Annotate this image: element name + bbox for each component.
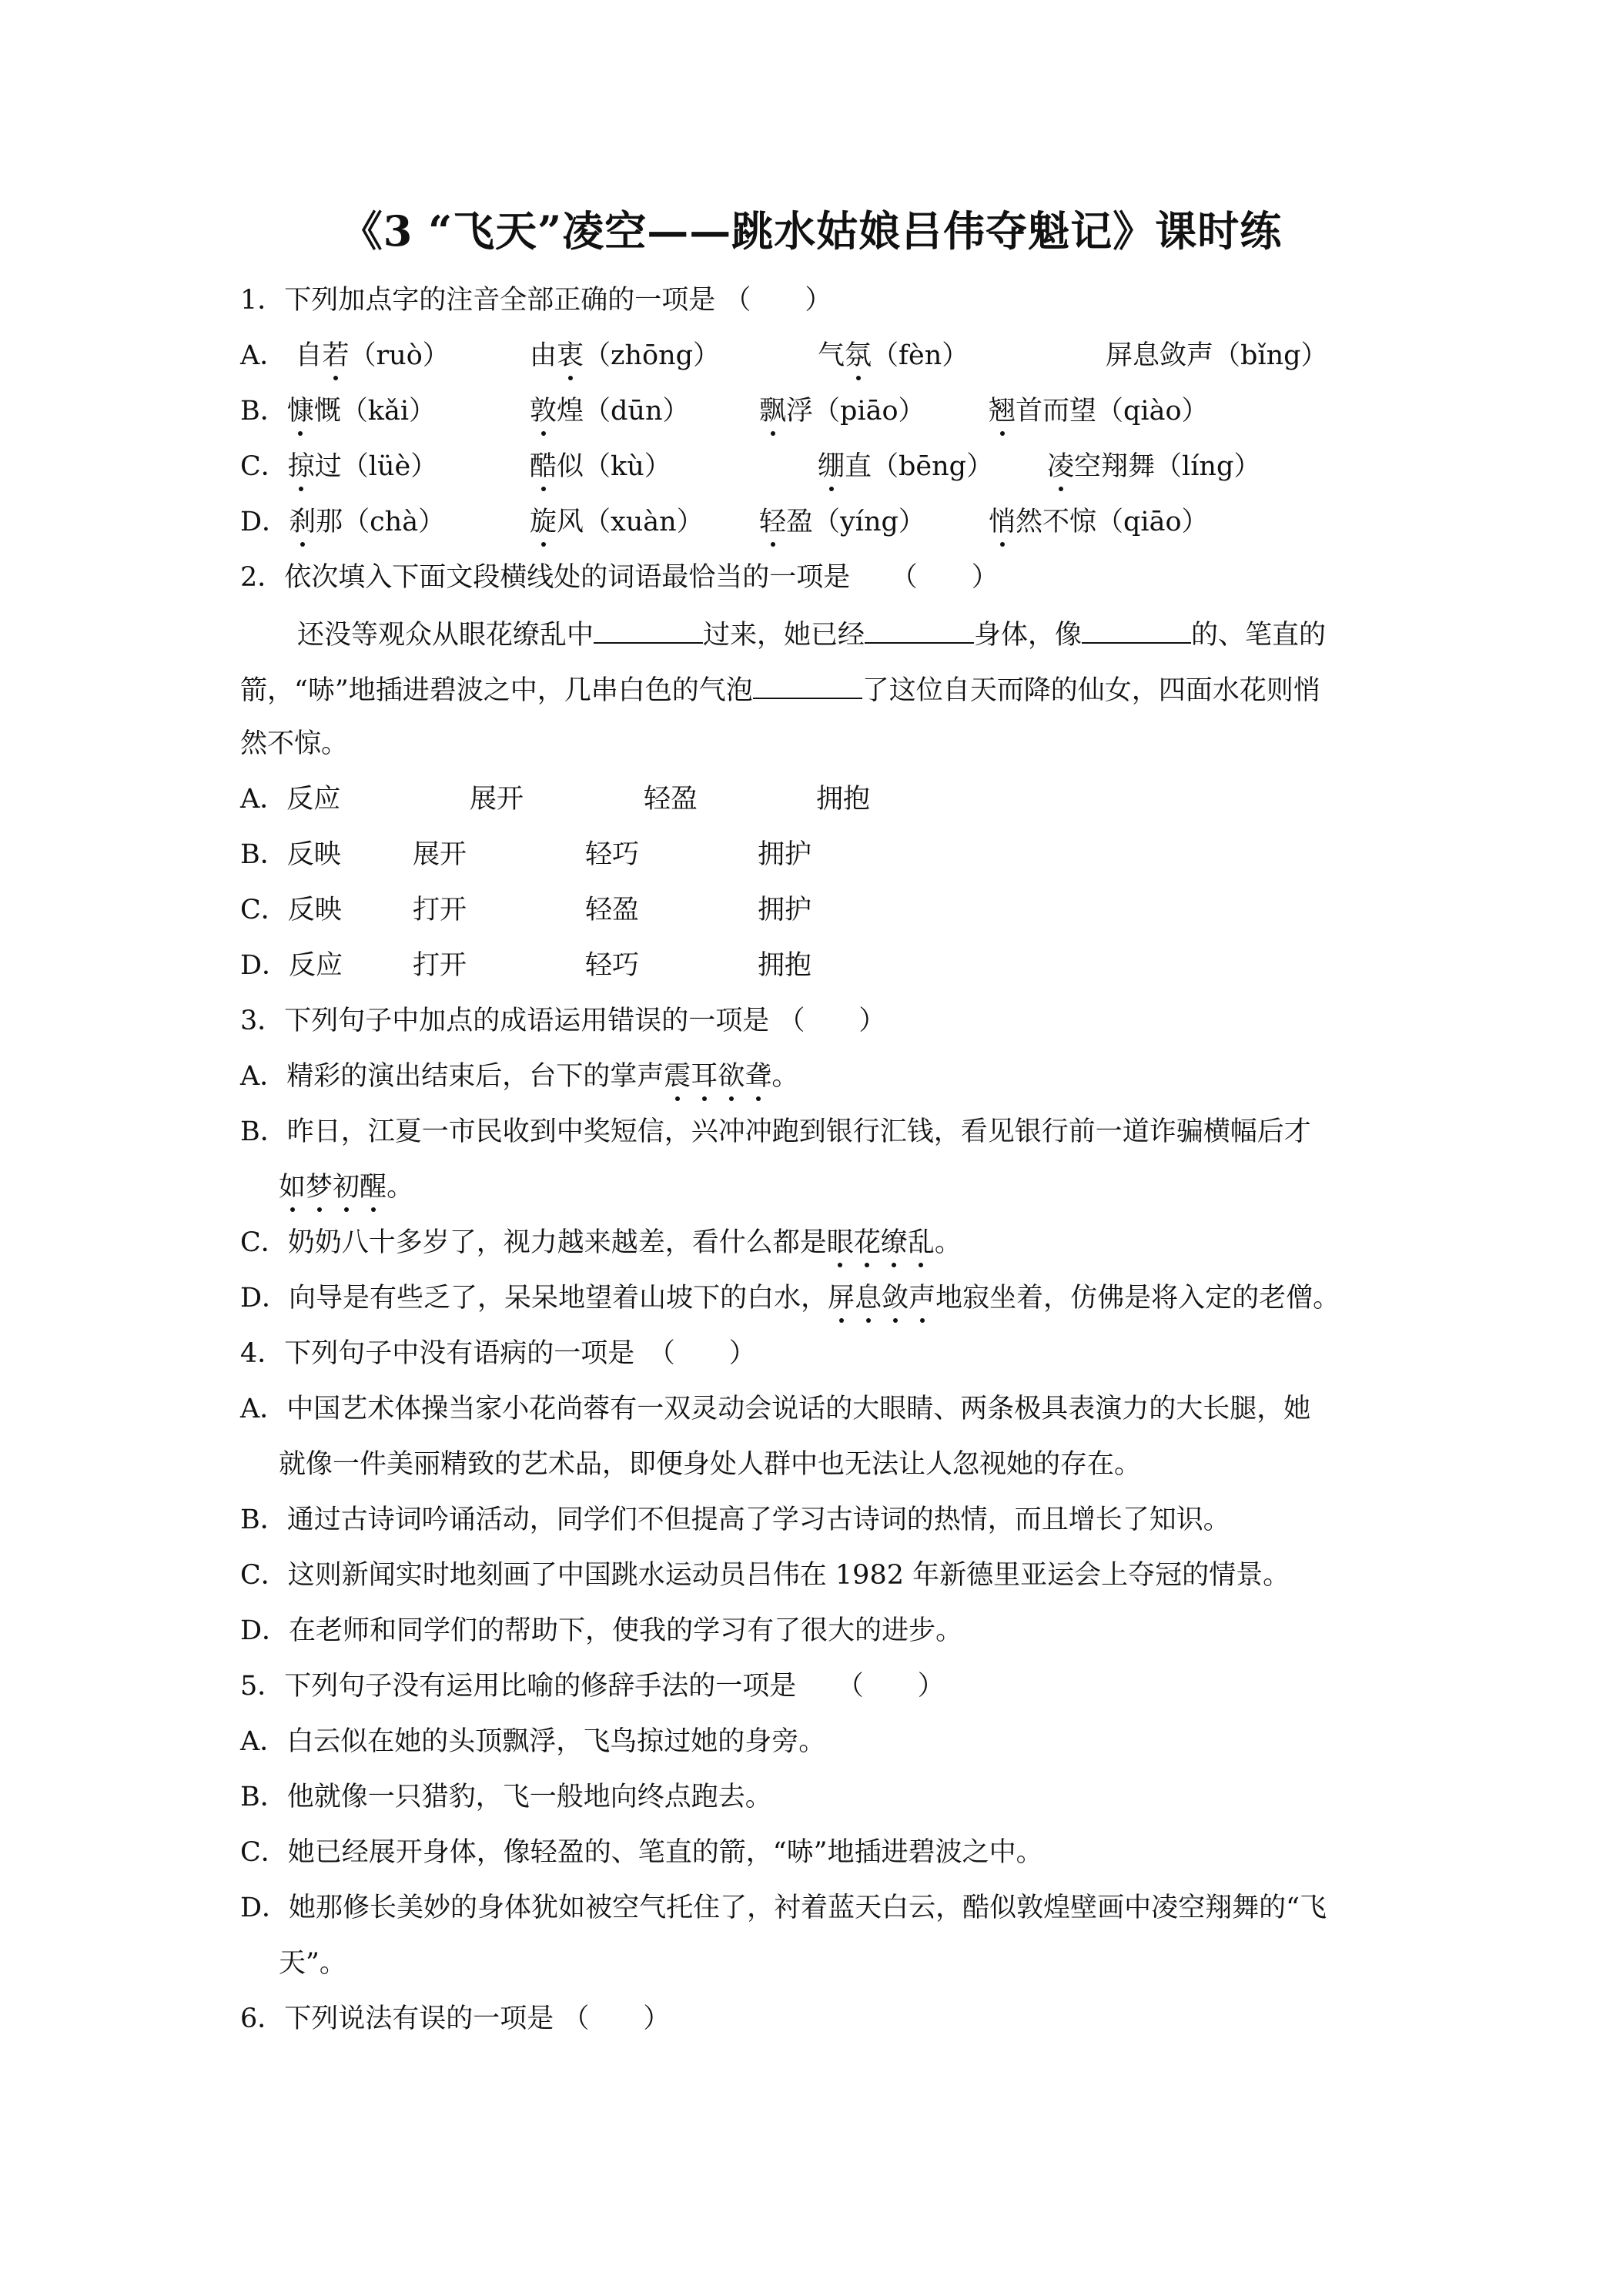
emphasis-char: 耳 [691, 1061, 718, 1092]
q2-blank-3 [1082, 616, 1191, 644]
q2-option-d-3: 轻巧 [585, 950, 640, 981]
q2-option-a-4: 拥抱 [816, 784, 871, 815]
q5-option-a: A．白云似在她的头顶飘浮，飞鸟掠过她的身旁。 [240, 1726, 826, 1757]
q2-blank-2 [865, 616, 974, 644]
q1-stem: 1．下列加点字的注音全部正确的一项是 （ ） [240, 285, 832, 316]
q4-option-b: B．通过古诗词吟诵活动，同学们不但提高了学习古诗词的热情，而且增长了知识。 [240, 1504, 1230, 1535]
emphasis-char: 醒 [360, 1172, 387, 1203]
q2-option-d: D．反应 [240, 950, 343, 981]
q5-option-c: C．她已经展开身体，像轻盈的、笔直的箭，“哧”地插进碧波之中。 [240, 1837, 1043, 1868]
emphasis-char: 敛 [882, 1283, 909, 1314]
q4-option-a: A．中国艺术体操当家小花尚蓉有一双灵动会说话的大眼睛、两条极具表演力的大长腿，她 [240, 1394, 1311, 1424]
q1-option-d-2: 旋风（xuàn） [530, 507, 704, 537]
q4-stem: 4．下列句子中没有语病的一项是 （ ） [240, 1338, 756, 1369]
q2-option-c-2: 打开 [413, 895, 467, 925]
q2-passage-line-1: 还没等观众从眼花缭乱中 过来，她已经 身体，像 的、笔直的 [297, 616, 1390, 652]
q1-option-d-3: 轻盈（yíng） [759, 507, 925, 537]
q1-option-a-3: 气氛（fèn） [818, 340, 969, 371]
q2-blank-1 [594, 616, 703, 644]
q1-option-c-2: 酷似（kù） [530, 451, 671, 482]
q1-option-c: C．掠过（lüè） [240, 451, 438, 482]
q3-option-b-idiom [279, 1172, 387, 1203]
q2-option-b-2: 展开 [413, 839, 467, 870]
emphasis-char: 初 [333, 1172, 360, 1203]
q1-option-d-4: 悄然不惊（qiāo） [989, 507, 1209, 537]
q4-option-d: D．在老师和同学们的帮助下，使我的学习有了很大的进步。 [240, 1615, 963, 1646]
q1-option-c-3: 绷直（bēng） [818, 451, 994, 482]
emphasis-char: 乱 [907, 1227, 935, 1258]
q2-option-c-4: 拥护 [758, 895, 812, 925]
q5-option-d: D．她那修长美妙的身体犹如被空气托住了，衬着蓝天白云，酷似敦煌壁画中凌空翔舞的“飞 [240, 1893, 1327, 1923]
q1-option-b-2: 敦煌（dūn） [530, 396, 690, 427]
q1-option-b-3: 飘浮（piāo） [759, 396, 925, 427]
q1-option-a-2: 由衷（zhōng） [530, 340, 721, 371]
q2-option-d-2: 打开 [413, 950, 467, 981]
emphasis-char: 眼 [826, 1227, 854, 1258]
q2-option-b-4: 拥护 [758, 839, 812, 870]
q1-option-a: A． 自若（ruò） [240, 340, 450, 371]
q3-option-c: C．奶奶八十多岁了，视力越来越差，看什么都是眼花缭乱。 [240, 1227, 962, 1258]
q2-option-a-3: 轻盈 [644, 784, 698, 815]
q2-option-c: C．反映 [240, 895, 342, 925]
q4-option-c: C．这则新闻实时地刻画了中国跳水运动员吕伟在 1982 年新德里亚运会上夺冠的情景。 [240, 1560, 1290, 1591]
q1-option-c-4: 凌空翔舞（líng） [1047, 451, 1261, 482]
q3-option-a: A．精彩的演出结束后，台下的掌声震耳欲聋。 [240, 1061, 799, 1092]
page-title: 《3 “飞天”凌空——跳水姑娘吕伟夺魁记》课时练 [340, 206, 1283, 256]
q3-option-d: D．向导是有些乏了，呆呆地望着山坡下的白水，屏息敛声地寂坐着，仿佛是将入定的老僧。 [240, 1283, 1340, 1314]
emphasis-char: 息 [855, 1283, 882, 1314]
q3-option-d-idiom [828, 1283, 935, 1314]
q2-stem: 2．依次填入下面文段横线处的词语最恰当的一项是 （ ） [240, 562, 999, 593]
q4-option-a-line-2: 就像一件美丽精致的艺术品，即便身处人群中也无法让人忽视她的存在。 [279, 1449, 1142, 1480]
emphasis-char: 声 [909, 1283, 936, 1314]
emphasis-char: 如 [279, 1172, 306, 1203]
emphasis-char: 聋 [745, 1061, 772, 1092]
q3-option-b-line-2: 如梦初醒。 [279, 1172, 414, 1203]
q2-passage-line-2: 箭，“哧”地插进碧波之中，几串白色的气泡 了这位自天而降的仙女，四面水花则悄 [240, 671, 1395, 708]
emphasis-char: 梦 [306, 1172, 333, 1203]
q3-option-a-idiom [664, 1061, 771, 1092]
q5-stem: 5．下列句子没有运用比喻的修辞手法的一项是 （ ） [240, 1671, 945, 1702]
q2-option-b: B．反映 [240, 839, 341, 870]
q1-option-b: B．慷慨（kǎi） [240, 396, 437, 427]
q1-option-a-4: 屏息敛声（bǐng） [1106, 340, 1328, 371]
q2-option-d-4: 拥抱 [758, 950, 812, 981]
emphasis-char: 缭 [880, 1227, 908, 1258]
q2-passage-line-3: 然不惊。 [240, 728, 349, 759]
q1-option-b-4: 翘首而望（qiào） [989, 396, 1209, 427]
emphasis-char: 欲 [718, 1061, 745, 1092]
q2-option-a-2: 展开 [470, 784, 524, 815]
q5-option-d-line-2: 天”。 [279, 1948, 346, 1979]
emphasis-char: 屏 [828, 1283, 855, 1314]
q2-option-a: A．反应 [240, 784, 341, 815]
q6-stem: 6．下列说法有误的一项是 （ ） [240, 2003, 671, 2034]
q3-stem: 3．下列句子中加点的成语运用错误的一项是 （ ） [240, 1006, 886, 1036]
q5-option-b: B．他就像一只猎豹，飞一般地向终点跑去。 [240, 1782, 772, 1812]
q3-option-c-idiom [827, 1227, 935, 1258]
q1-option-d: D．刹那（chà） [240, 507, 446, 537]
emphasis-char: 花 [853, 1227, 881, 1258]
q3-option-b: B．昨日，江夏一市民收到中奖短信，兴冲冲跑到银行汇钱，看见银行前一道诈骗横幅后才 [240, 1116, 1311, 1147]
q2-option-c-3: 轻盈 [585, 895, 640, 925]
emphasis-char: 震 [664, 1061, 691, 1092]
q2-option-b-3: 轻巧 [585, 839, 640, 870]
q2-blank-4 [753, 671, 862, 699]
